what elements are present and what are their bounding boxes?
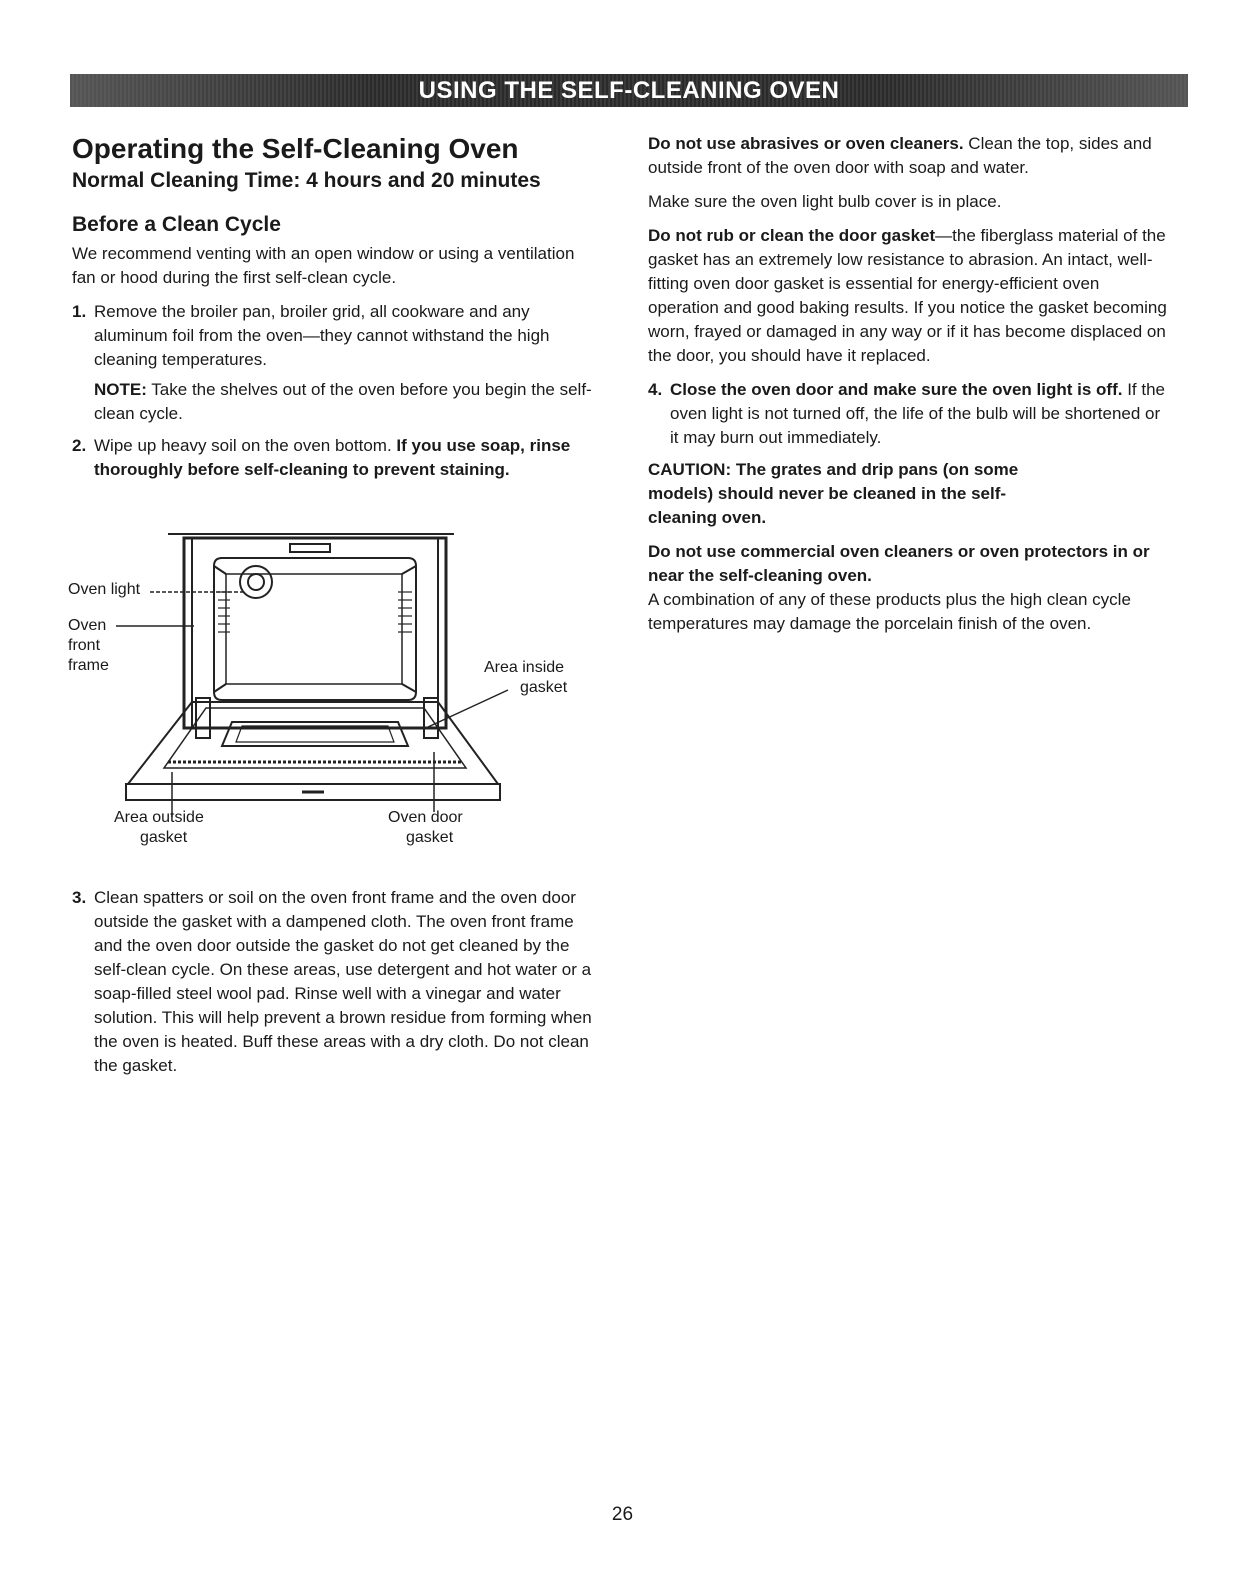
right-column — [648, 132, 1168, 646]
commercial-cleaners-paragraph — [648, 540, 1168, 636]
gasket-text: —the fiberglass material of the gasket has an extremely low resistance to abrasion. An intact, well-fitting oven door gasket is essential for energy-efficient oven operation and good baking results. If you notice the gasket becoming worn, frayed or damaged in any way or if it has become displaced on the door, you should have it replaced. — [648, 226, 1167, 365]
label-oven-front-frame-2: front — [68, 637, 101, 654]
abrasives-paragraph — [648, 132, 1168, 180]
step-3 — [72, 886, 602, 1078]
commercial-cleaners-text: A combination of any of these products plus the high clean cycle temperatures may damage the porcelain finish of the oven. — [648, 590, 1131, 633]
step-2-text: Wipe up heavy soil on the oven bottom. — [94, 436, 397, 455]
commercial-cleaners-warning: Do not use commercial oven cleaners or oven protectors in or near the self-cleaning oven. — [648, 542, 1150, 585]
step-1-number: 1. — [72, 302, 87, 321]
intro-paragraph: We recommend venting with an open window or using a ventilation fan or hood during the first self-clean cycle. — [72, 244, 575, 287]
step-4-instruction: Close the oven door and make sure the oven light is off. — [670, 380, 1123, 399]
abrasives-warning: Do not use abrasives or oven cleaners. — [648, 134, 964, 153]
step-1-note — [94, 378, 602, 426]
gasket-warning: Do not rub or clean the door gasket — [648, 226, 936, 245]
label-oven-door-2: gasket — [406, 829, 454, 846]
step-2-number: 2. — [72, 436, 87, 455]
page-heading: Operating the Self-Cleaning Oven — [72, 133, 519, 164]
abrasives-text: Clean the top, sides and outside front of the oven door with soap and water. — [648, 134, 1152, 177]
label-area-outside-2: gasket — [140, 829, 188, 846]
bulb-cover-paragraph: Make sure the oven light bulb cover is in place. — [648, 192, 1002, 211]
banner-title: USING THE SELF-CLEANING OVEN — [418, 76, 840, 104]
label-area-inside-1: Area inside — [484, 659, 565, 676]
banner-fade-right — [888, 74, 1188, 107]
caution-paragraph — [648, 458, 1168, 530]
step-1 — [72, 300, 602, 426]
step-3-number: 3. — [72, 888, 87, 907]
label-oven-light: Oven light — [68, 581, 141, 598]
note-text: Take the shelves out of the oven before you begin the self-clean cycle. — [94, 380, 592, 423]
cleaning-time-subheading: Normal Cleaning Time: 4 hours and 20 minutes — [72, 169, 541, 192]
label-oven-door-1: Oven door — [388, 809, 463, 826]
step-3-text: Clean spatters or soil on the oven front frame and the oven door outside the gasket with a dampened cloth. The oven front frame and the oven door outside the gasket do not get cleaned by the self-clean cycle. On these areas, use detergent and hot water or a soap-filled steel wool pad. Rinse well with a vinegar and water solution. This will help prevent a brown residue from forming when the oven is heated. Buff these areas with a dry cloth. Do not clean the gasket. — [94, 888, 592, 1075]
step-4-text: If the oven light is not turned off, the life of the bulb will be shortened or it may burn out immediately. — [670, 380, 1165, 447]
label-area-inside-2: gasket — [520, 679, 568, 696]
section-banner — [70, 74, 1188, 107]
page-number: 26 — [611, 1504, 634, 1525]
banner-fade-left — [70, 74, 370, 107]
step-4 — [648, 378, 1168, 450]
gasket-paragraph — [648, 224, 1168, 368]
label-oven-front-frame-3: frame — [68, 657, 109, 674]
step-4-number: 4. — [648, 380, 663, 399]
label-area-outside-1: Area outside — [114, 809, 204, 826]
step-2 — [72, 434, 602, 482]
left-column — [68, 132, 602, 1086]
step-1-text: Remove the broiler pan, broiler grid, all cookware and any aluminum foil from the oven—they cannot withstand the high cleaning temperatures. — [94, 302, 550, 369]
caution-text: CAUTION: The grates and drip pans (on some models) should never be cleaned in the self-cleaning oven. — [648, 460, 1019, 527]
note-label: NOTE: — [94, 380, 147, 399]
section-title: Before a Clean Cycle — [72, 213, 281, 236]
step-2-warning: If you use soap, rinse thoroughly before self-cleaning to prevent staining. — [94, 436, 571, 479]
label-oven-front-frame-1: Oven — [68, 617, 107, 634]
oven-diagram — [68, 522, 608, 862]
